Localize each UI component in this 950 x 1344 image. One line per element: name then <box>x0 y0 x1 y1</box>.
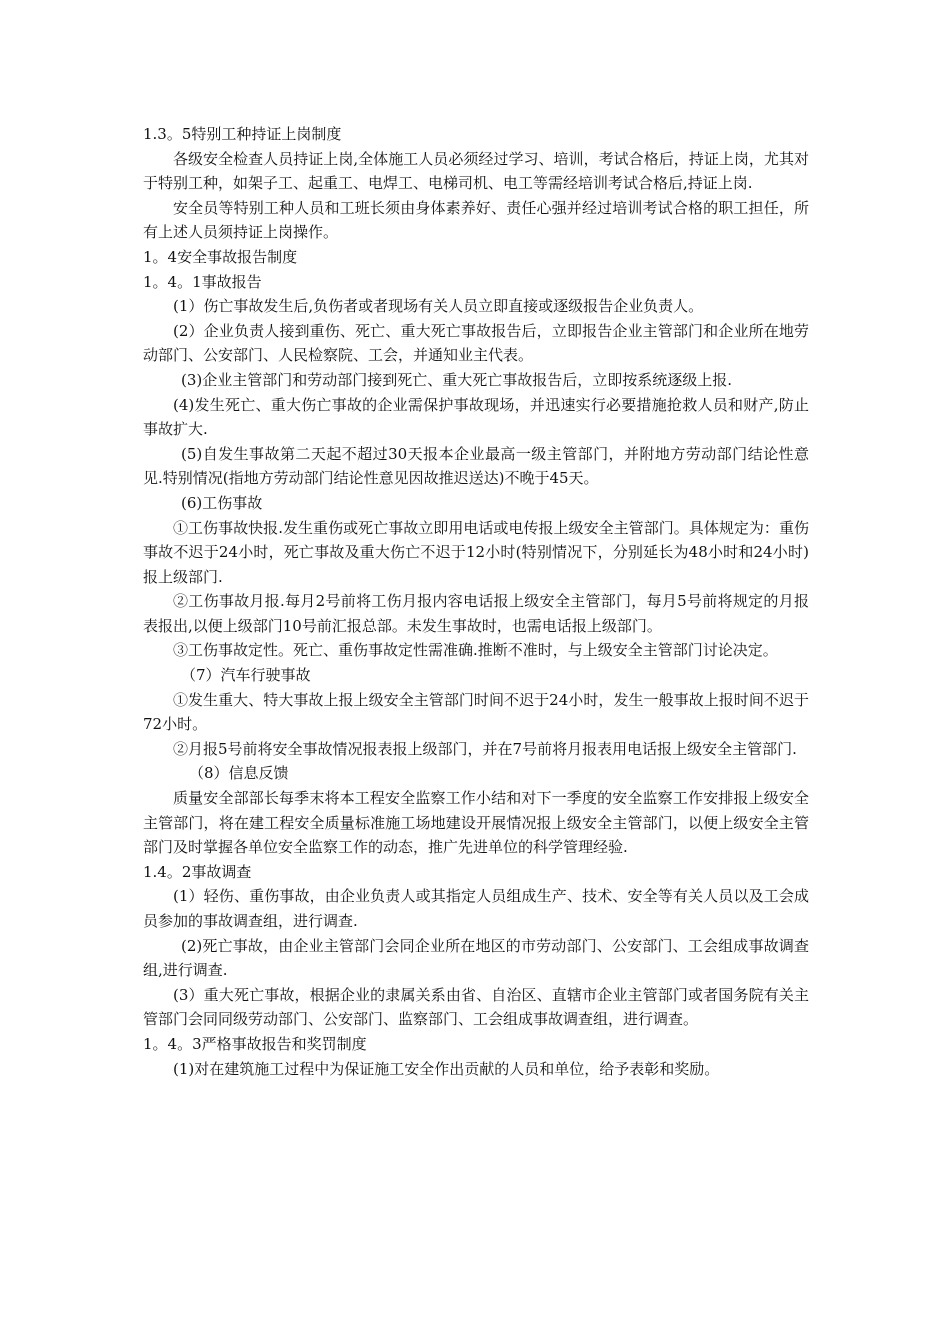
paragraph: (2)死亡事故，由企业主管部门会同企业所在地区的市劳动部门、公安部门、工会组成事故调查组,进行调查. <box>143 936 809 980</box>
paragraph: (3）重大死亡事故，根据企业的隶属关系由省、自治区、直辖市企业主管部门或者国务院有关主管部门会同同级劳动部门、公安部门、监察部门、工会组成事故调查组，进行调查。 <box>143 985 809 1029</box>
paragraph: (1）伤亡事故发生后,负伤者或者现场有关人员立即直接或逐级报告企业负责人。 <box>173 297 704 316</box>
paragraph: ②工伤事故月报.每月2号前将工伤月报内容电话报上级安全主管部门，每月5号前将规定的月报表报出,以便上级部门10号前汇报总部。未发生事故时，也需电话报上级部门。 <box>143 592 809 635</box>
paragraph: 质量安全部部长每季末将本工程安全监察工作小结和对下一季度的安全监察工作安排报上级安全主管部门，将在建工程安全质量标准施工场地建设开展情况报上级安全主管部门，以便上级安全主管部门及时掌握各单位安全监察工作的动态，推广先进单位的科学管理经验. <box>143 789 809 857</box>
paragraph: (1）轻伤、重伤事故，由企业负责人或其指定人员组成生产、技术、安全等有关人员以及工会成员参加的事故调查组，进行调查. <box>143 887 809 930</box>
section-heading: 1.4。2事故调查 <box>143 862 252 881</box>
section-heading: 1。4。1事故报告 <box>143 272 262 291</box>
paragraph: 安全员等特别工种人员和工班长须由身体素养好、责任心强并经过培训考试合格的职工担任，所有上述人员须持证上岗操作。 <box>143 198 809 242</box>
paragraph: (3)企业主管部门和劳动部门接到死亡、重大死亡事故报告后，立即按系统逐级上报. <box>181 370 733 389</box>
paragraph: ①发生重大、特大事故上报上级安全主管部门时间不迟于24小时，发生一般事故上报时间不迟于72小时。 <box>143 690 809 734</box>
paragraph: (1)对在建筑施工过程中为保证施工安全作出贡献的人员和单位，给予表彰和奖励。 <box>173 1059 720 1078</box>
paragraph: (2）企业负责人接到重伤、死亡、重大死亡事故报告后，立即报告企业主管部门和企业所在地劳动部门、公安部门、人民检察院、工会，并通知业主代表。 <box>143 321 809 365</box>
paragraph: ②月报5号前将安全事故情况报表报上级部门，并在7号前将月报表用电话报上级安全主管部门. <box>173 739 797 758</box>
paragraph: (6)工伤事故 <box>181 493 263 512</box>
paragraph: ①工伤事故快报.发生重伤或死亡事故立即用电话或电传报上级安全主管部门。具体规定为：重伤事故不迟于24小时，死亡事故及重大伤亡不迟于12小时(特别情况下，分别延长为48小时和24小时)报上级部门. <box>143 518 809 586</box>
section-heading: 1.3。5特别工种持证上岗制度 <box>143 125 342 143</box>
paragraph: （7）汽车行驶事故 <box>181 666 311 685</box>
paragraph: ③工伤事故定性。死亡、重伤事故定性需准确.推断不准时，与上级安全主管部门讨论决定。 <box>173 641 778 660</box>
section-heading: 1。4。3严格事故报告和奖罚制度 <box>143 1034 367 1053</box>
section-heading: 1。4安全事故报告制度 <box>143 247 298 266</box>
paragraph: 各级安全检查人员持证上岗,全体施工人员必须经过学习、培训，考试合格后，持证上岗，尤其对于特别工种，如架子工、起重工、电焊工、电梯司机、电工等需经培训考试合格后,持证上岗. <box>143 149 809 193</box>
paragraph: （8）信息反馈 <box>189 764 289 783</box>
paragraph: (5)自发生事故第二天起不超过30天报本企业最高一级主管部门，并附地方劳动部门结论性意见.特别情况(指地方劳动部门结论性意见因故推迟送达)不晚于45天。 <box>143 444 809 488</box>
document-body <box>143 122 809 1081</box>
paragraph: (4)发生死亡、重大伤亡事故的企业需保护事故现场，并迅速实行必要措施抢救人员和财产,防止事故扩大. <box>143 395 809 439</box>
